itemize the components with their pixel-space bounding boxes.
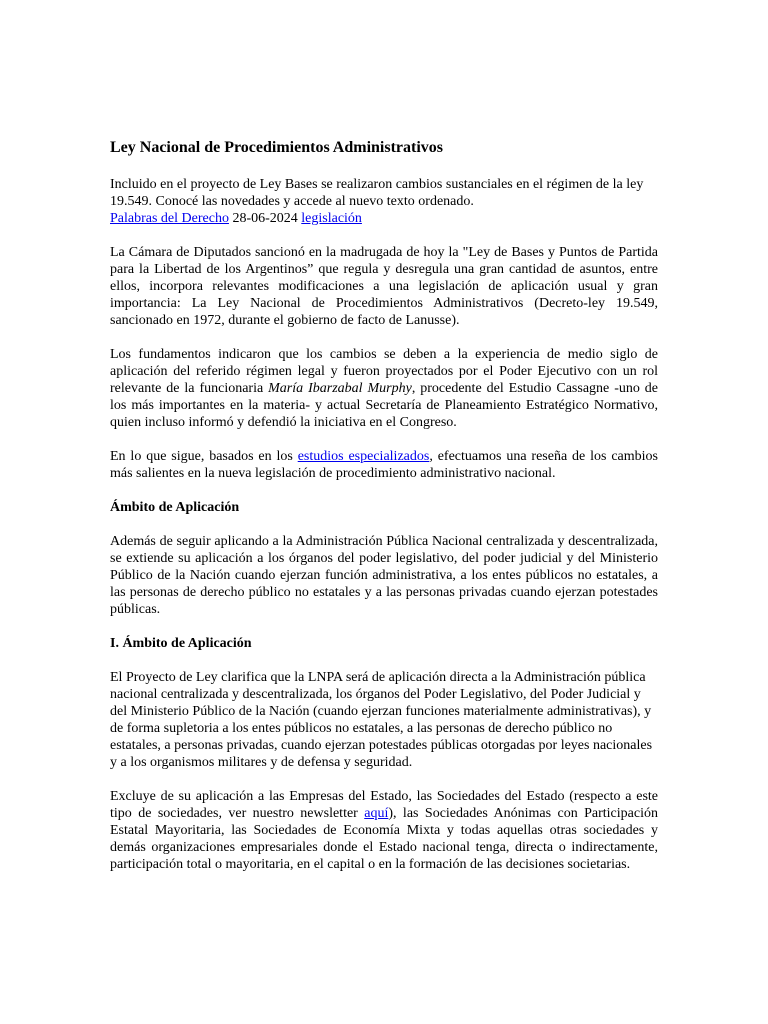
paragraph-3	[110, 448, 658, 482]
italic-name: María Ibarzabal Murphy	[268, 381, 412, 396]
article-title: Ley Nacional de Procedimientos Administrativos	[110, 139, 444, 156]
tag-link[interactable]: legislación	[301, 211, 362, 226]
paragraph-3-text-a: En lo que sigue, basados en los	[110, 449, 298, 464]
section-heading-i-ambito: I. Ámbito de Aplicación	[110, 636, 252, 651]
paragraph-6-text-b: ), las Sociedades Anónimas con Participación Estatal Mayoritaria, las Sociedades de Economía Mixta y todas aquellas otras sociedades y demás organizaciones empresariales donde el Estado nacional tenga, directa o indirectamente, participación total o mayoritaria, en el capital o en la formación de las decisiones societarias.	[110, 806, 658, 872]
studies-link[interactable]: estudios especializados	[297, 449, 430, 464]
paragraph-3-text-b: , efectuamos una reseña de los cambios más salientes en la nueva legislación de procedimiento administrativo nacional.	[110, 449, 658, 481]
paragraph-4: Además de seguir aplicando a la Administración Pública Nacional centralizada y descentralizada, se extiende su aplicación a los órganos del poder legislativo, del poder judicial y del Ministerio Público de la Nación cuando ejerzan función administrativa, a los entes públicos no estatales, a las personas de derecho público no estatales y a las personas privadas cuando ejerzan potestades públicas.	[110, 534, 658, 617]
paragraph-5: El Proyecto de Ley clarifica que la LNPA será de aplicación directa a la Administración pública nacional centralizada y descentralizada, los órganos del Poder Legislativo, del Poder Judicial y del Ministerio Público de la Nación (cuando ejerzan funciones materialmente administrativas), y de forma supletoria a los entes públicos no estatales, a las personas de derecho público no estatales, a personas privadas, cuando ejerzan potestades públicas otorgadas por leyes nacionales y a los organismos militares y de defensa y seguridad.	[110, 670, 653, 770]
article-lead	[110, 176, 658, 227]
paragraph-6	[110, 788, 658, 873]
paragraph-2-text-a: Los fundamentos indicaron que los cambios se deben a la experiencia de medio siglo de aplicación del referido régimen legal y fueron proyectados por el Poder Ejecutivo con un rol relevante de la funcionaria	[110, 347, 658, 396]
paragraph-1: La Cámara de Diputados sancionó en la madrugada de hoy la "Ley de Bases y Puntos de Partida para la Libertad de los Argentinos” que regula y desregula una gran cantidad de asuntos, entre ellos, incorpora relevantes modificaciones a una legislación de aplicación usual y gran importancia: La Ley Nacional de Procedimientos Administrativos (Decreto-ley 19.549, sancionado en 1972, durante el gobierno de facto de Lanusse).	[110, 245, 658, 328]
source-link[interactable]: Palabras del Derecho	[110, 211, 229, 226]
paragraph-2-text-b: , procedente del Estudio Cassagne -uno de los más importantes en la materia- y actual Secretaría de Planeamiento Estratégico Normativo, quien incluso informó y defendió la iniciativa en el Congreso.	[110, 381, 659, 430]
section-heading-ambito: Ámbito de Aplicación	[110, 500, 240, 515]
publish-date: 28-06-2024	[232, 211, 298, 226]
lead-text: Incluido en el proyecto de Ley Bases se realizaron cambios sustanciales en el régimen de la ley 19.549. Conocé las novedades y accede al nuevo texto ordenado.	[110, 177, 644, 209]
paragraph-2	[110, 346, 658, 431]
paragraph-6-text-a: Excluye de su aplicación a las Empresas del Estado, las Sociedades del Estado (respecto a este tipo de sociedades, ver nuestro newsletter	[110, 789, 658, 821]
newsletter-link[interactable]: aquí	[364, 806, 389, 821]
